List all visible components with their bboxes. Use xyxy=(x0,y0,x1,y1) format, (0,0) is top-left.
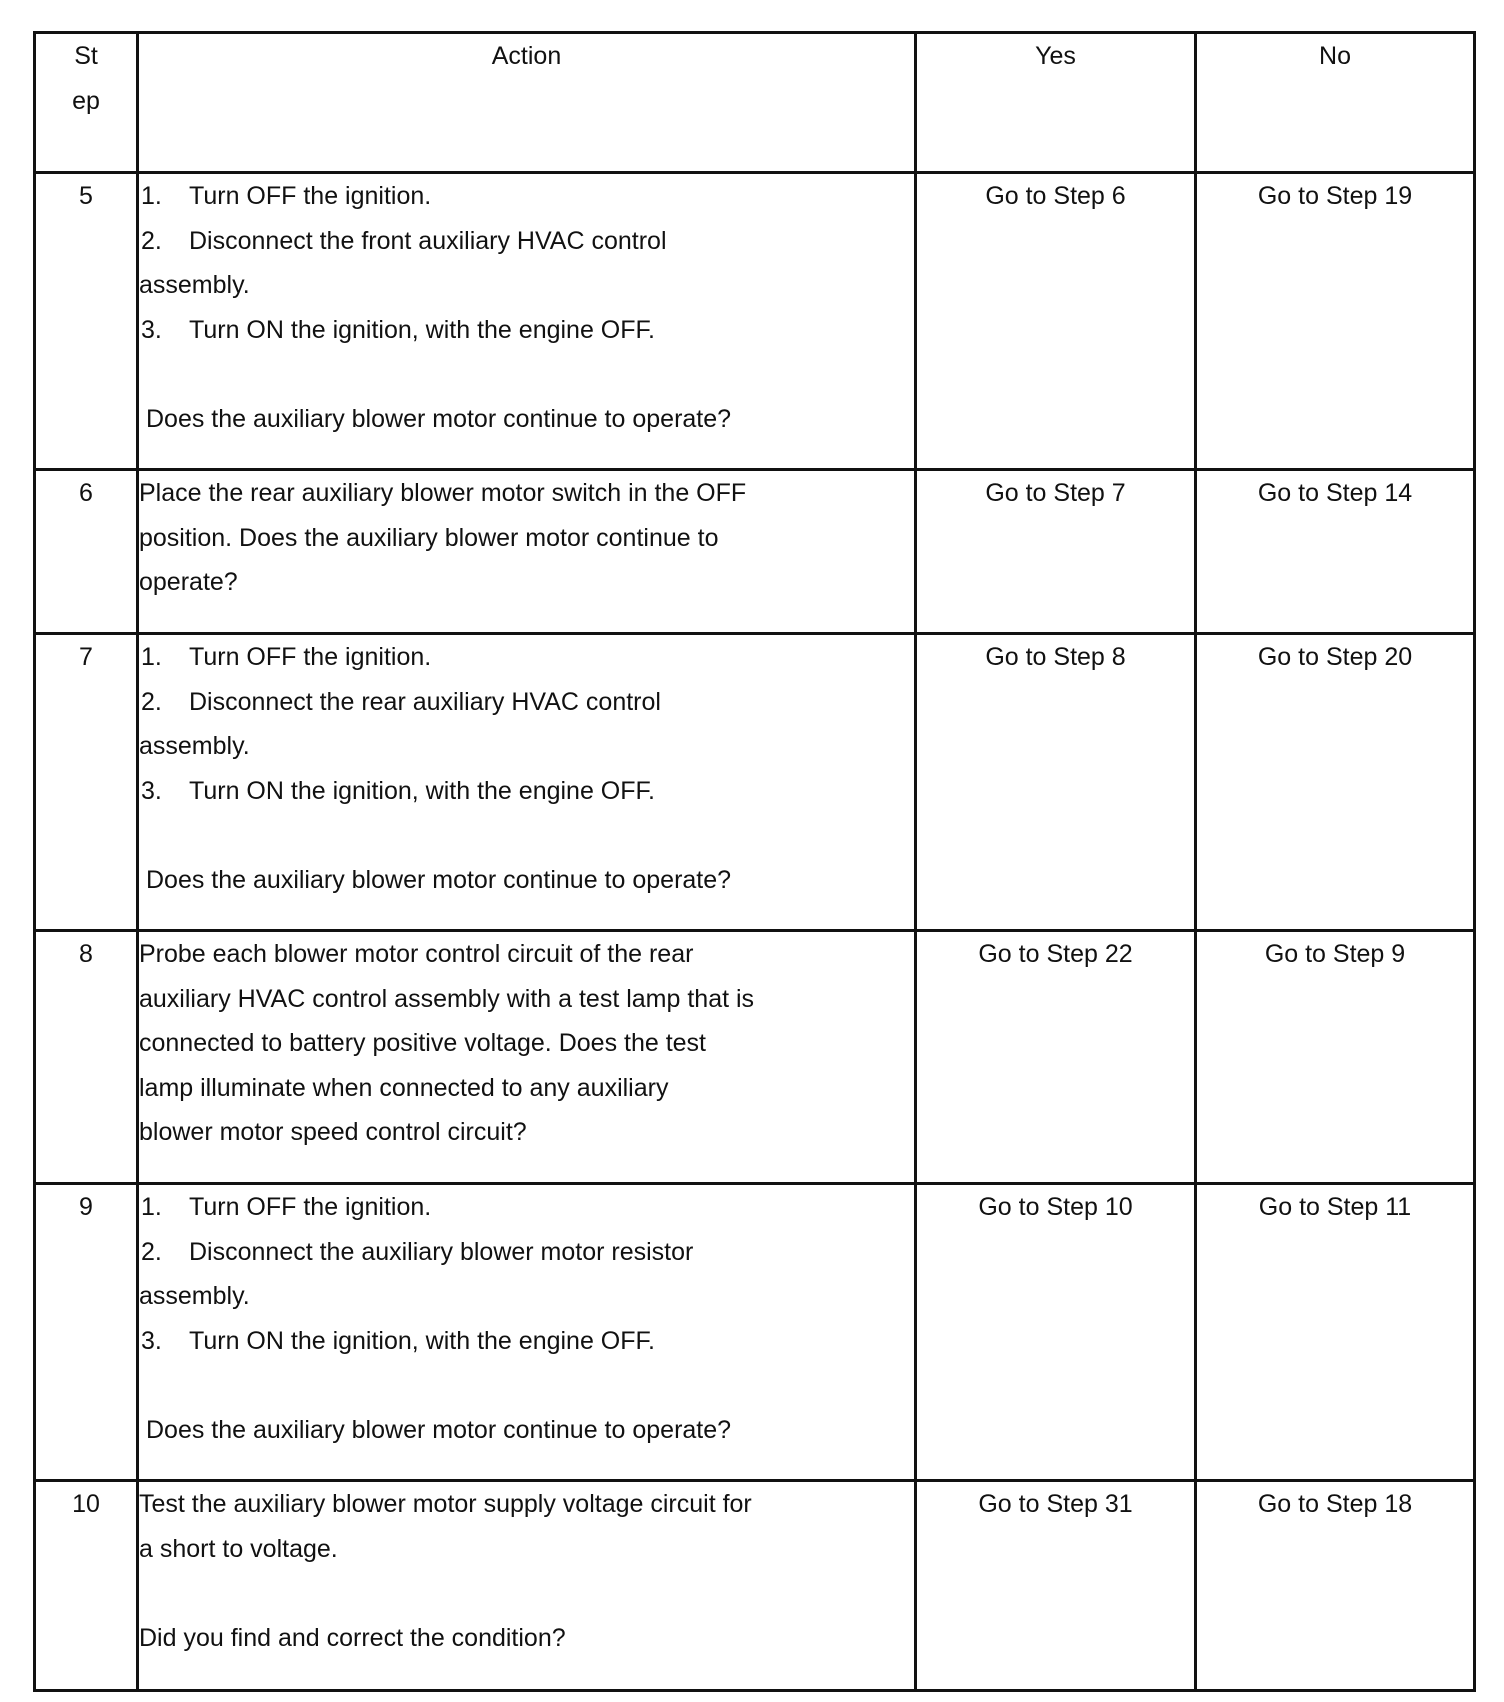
action-cell xyxy=(138,173,916,470)
header-step-line-2: ep xyxy=(72,86,100,115)
yes-result: Go to Step 8 xyxy=(916,634,1196,931)
action-cell xyxy=(138,1184,916,1481)
table-row-step-6 xyxy=(35,470,1475,634)
table-row-step-8 xyxy=(35,931,1475,1184)
table-row-step-9 xyxy=(35,1184,1475,1481)
step-number: 9 xyxy=(35,1184,138,1481)
action-cell xyxy=(138,931,916,1184)
action-list-item: 2. Disconnect the front auxiliary HVAC control xyxy=(141,226,667,255)
no-result: Go to Step 9 xyxy=(1196,931,1475,1184)
action-list-item: 2. Disconnect the rear auxiliary HVAC control xyxy=(141,687,661,716)
action-list-item: 2. Disconnect the auxiliary blower motor resistor xyxy=(141,1237,694,1266)
action-text-line: connected to battery positive voltage. Does the test xyxy=(139,1029,707,1057)
action-list-continuation: assembly. xyxy=(139,271,250,299)
action-text-line: Probe each blower motor control circuit of the rear xyxy=(139,940,694,968)
yes-result: Go to Step 7 xyxy=(916,470,1196,634)
no-result: Go to Step 18 xyxy=(1196,1481,1475,1691)
yes-result: Go to Step 22 xyxy=(916,931,1196,1184)
step-number: 5 xyxy=(35,173,138,470)
step-number: 10 xyxy=(35,1481,138,1691)
header-step-line-1: St xyxy=(74,42,98,70)
action-text-line: operate? xyxy=(139,568,238,596)
action-list-continuation: assembly. xyxy=(139,732,250,760)
action-question: Does the auxiliary blower motor continue to operate? xyxy=(146,865,732,894)
table-row-step-5 xyxy=(35,173,1475,470)
yes-result: Go to Step 31 xyxy=(916,1481,1196,1691)
yes-result: Go to Step 10 xyxy=(916,1184,1196,1481)
action-text-line: Test the auxiliary blower motor supply voltage circuit for xyxy=(139,1490,752,1518)
table-row-step-10 xyxy=(35,1481,1475,1691)
action-question: Does the auxiliary blower motor continue to operate? xyxy=(146,404,732,433)
action-text-line: auxiliary HVAC control assembly with a test lamp that is xyxy=(139,984,755,1013)
step-number: 8 xyxy=(35,931,138,1184)
action-cell xyxy=(138,470,916,634)
header-row xyxy=(35,33,1475,173)
action-text-line: lamp illuminate when connected to any auxiliary xyxy=(139,1073,669,1102)
no-result: Go to Step 14 xyxy=(1196,470,1475,634)
action-cell xyxy=(138,1481,916,1691)
action-list-item: 3. Turn ON the ignition, with the engine OFF. xyxy=(141,1326,655,1355)
step-number: 6 xyxy=(35,470,138,634)
step-number: 7 xyxy=(35,634,138,931)
action-list-item: 1. Turn OFF the ignition. xyxy=(141,643,432,671)
action-text-line: position. Does the auxiliary blower motor continue to xyxy=(139,523,719,552)
action-list-continuation: assembly. xyxy=(139,1282,250,1310)
action-text-line: a short to voltage. xyxy=(139,1534,338,1563)
action-question: Did you find and correct the condition? xyxy=(139,1623,566,1652)
no-result: Go to Step 11 xyxy=(1196,1184,1475,1481)
action-list-item: 1. Turn OFF the ignition. xyxy=(141,182,432,210)
action-text-line: Place the rear auxiliary blower motor switch in the OFF xyxy=(139,479,747,507)
header-yes: Yes xyxy=(916,33,1196,173)
header-no: No xyxy=(1196,33,1475,173)
action-text-line: blower motor speed control circuit? xyxy=(139,1118,527,1146)
action-list-item: 3. Turn ON the ignition, with the engine OFF. xyxy=(141,776,655,805)
action-list-item: 1. Turn OFF the ignition. xyxy=(141,1193,432,1221)
no-result: Go to Step 19 xyxy=(1196,173,1475,470)
diagnostic-table xyxy=(33,31,1476,1692)
no-result: Go to Step 20 xyxy=(1196,634,1475,931)
table-row-step-7 xyxy=(35,634,1475,931)
header-step xyxy=(35,33,138,173)
action-list-item: 3. Turn ON the ignition, with the engine OFF. xyxy=(141,315,655,344)
yes-result: Go to Step 6 xyxy=(916,173,1196,470)
action-cell xyxy=(138,634,916,931)
header-action: Action xyxy=(138,33,916,173)
action-question: Does the auxiliary blower motor continue to operate? xyxy=(146,1415,732,1444)
